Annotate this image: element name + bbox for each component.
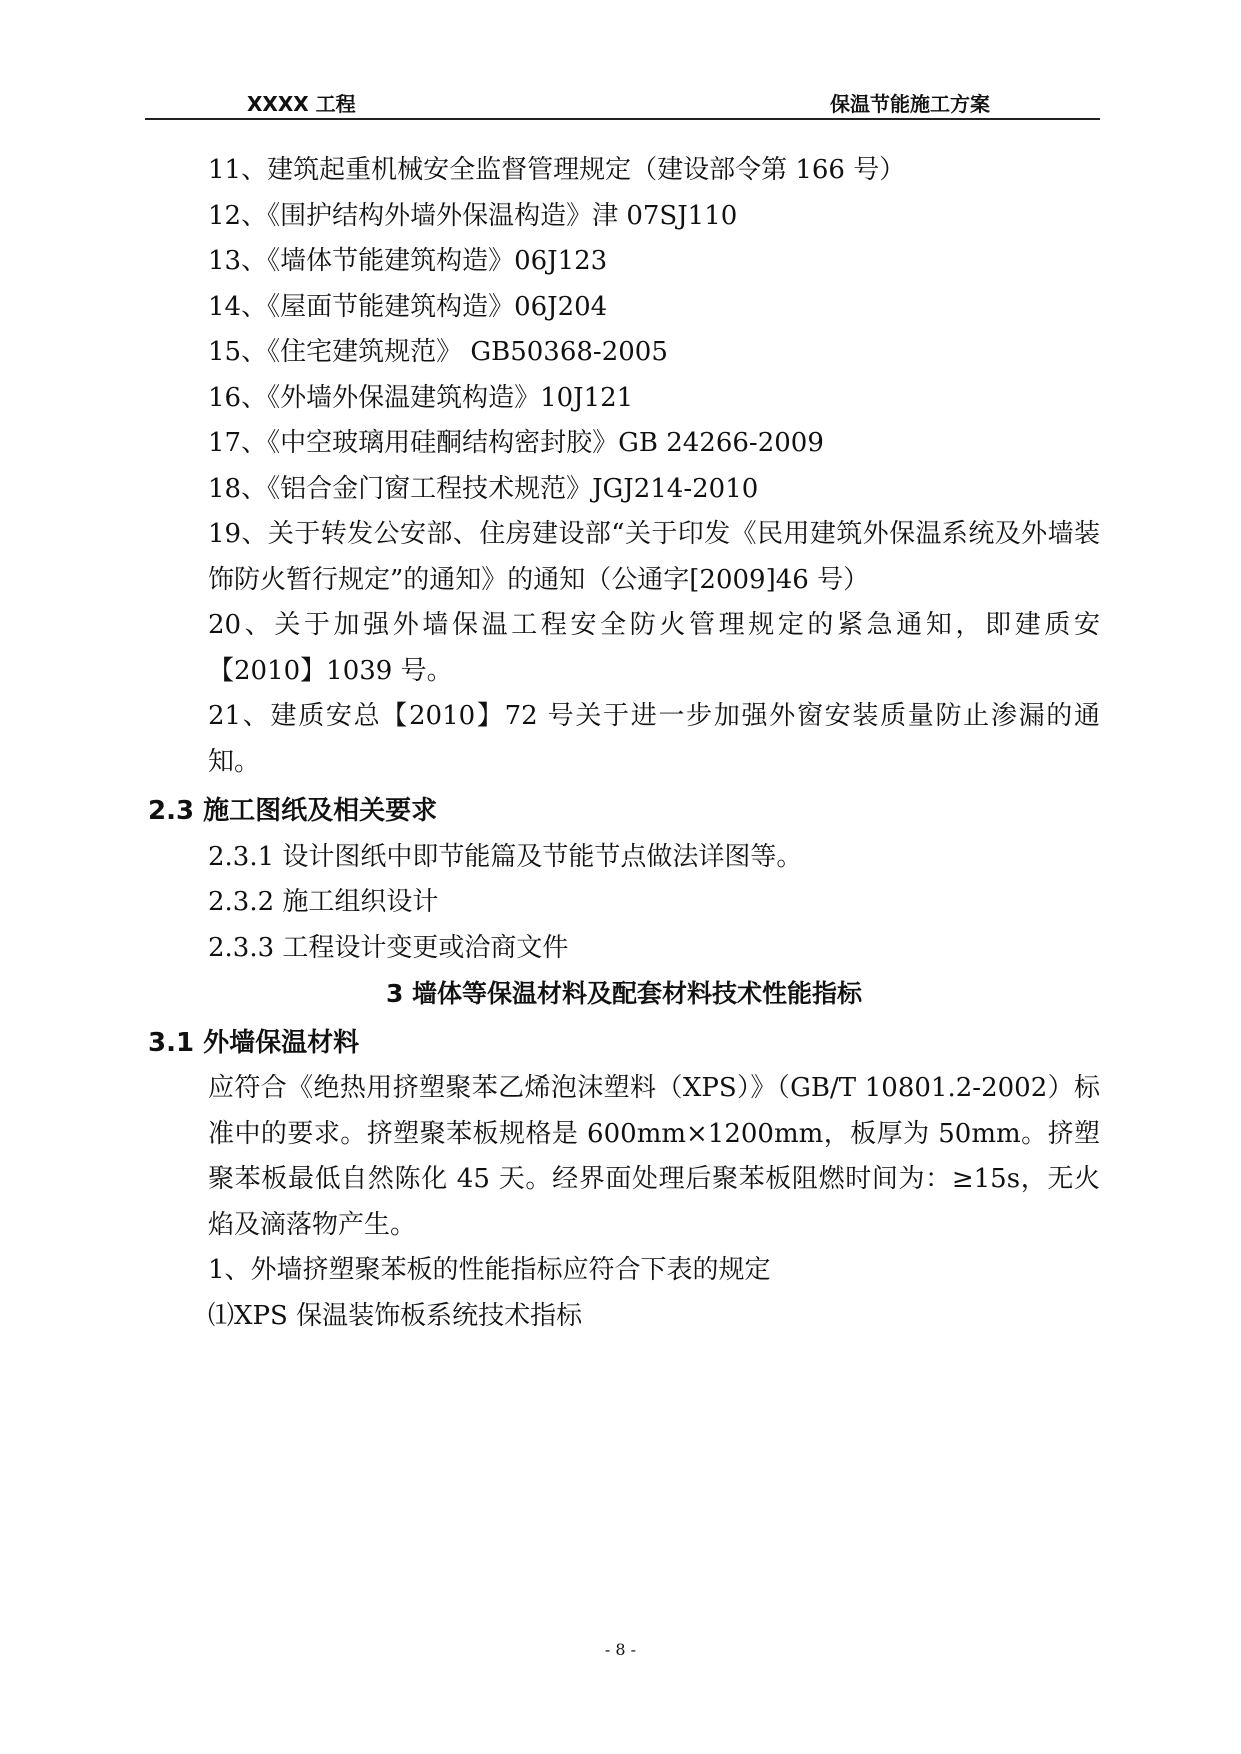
- header-project-name: XXXX 工程: [247, 92, 356, 116]
- list-item: 12、《围护结构外墙外保温构造》津 07SJ110: [208, 200, 738, 231]
- list-item: 1、外墙挤塑聚苯板的性能指标应符合下表的规定: [208, 1255, 771, 1285]
- list-item: 17、《中空玻璃用硅酮结构密封胶》GB 24266-2009: [208, 428, 824, 458]
- list-item: 2.3.1 设计图纸中即节能篇及节能节点做法详图等。: [208, 841, 803, 872]
- section-heading-3-1: 3.1 外墙保温材料: [148, 1027, 360, 1058]
- page-number: - 8 -: [604, 1640, 637, 1659]
- list-item: 19、关于转发公安部、住房建设部“关于印发《民用建筑外保温系统及外墙装饰防火暂行规定”的通知》的通知（公通字[2009]46 号）: [208, 519, 1100, 595]
- list-item: ⑴XPS 保温装饰板系统技术指标: [208, 1300, 583, 1331]
- list-item: 2.3.3 工程设计变更或洽商文件: [208, 932, 569, 963]
- body-paragraph: 应符合《绝热用挤塑聚苯乙烯泡沫塑料（XPS）》（GB/T 10801.2-2002）标准中的要求。挤塑聚苯板规格是 600mm×1200mm，板厚为 50mm。挤塑聚苯板最低自然陈化 45 天。经界面处理后聚苯板阻燃时间为：≥15s，无火焰及滴落物产生。: [208, 1073, 1100, 1240]
- list-item: 16、《外墙外保温建筑构造》10J121: [208, 382, 634, 413]
- list-item: 15、《住宅建筑规范》 GB50368-2005: [208, 337, 668, 367]
- list-item: 18、《铝合金门窗工程技术规范》JGJ214-2010: [208, 473, 759, 504]
- list-item: 13、《墙体节能建筑构造》06J123: [208, 246, 608, 276]
- chapter-heading-3: 3 墙体等保温材料及配套材料技术性能指标: [385, 979, 863, 1008]
- page-header: [145, 84, 1100, 120]
- section-heading-2-3: 2.3 施工图纸及相关要求: [148, 796, 438, 826]
- list-item: 20、关于加强外墙保温工程安全防火管理规定的紧急通知，即建质安【2010】1039 号。: [208, 610, 1100, 686]
- page-content: [148, 148, 1100, 1339]
- list-item: 11、建筑起重机械安全监督管理规定（建设部令第 166 号）: [208, 155, 906, 185]
- list-item: 2.3.2 施工组织设计: [208, 887, 439, 917]
- list-item: 21、建质安总【2010】72 号关于进一步加强外窗安装质量防止渗漏的通知。: [208, 701, 1100, 777]
- header-document-title: 保温节能施工方案: [830, 92, 990, 116]
- list-item: 14、《屋面节能建筑构造》06J204: [208, 291, 608, 322]
